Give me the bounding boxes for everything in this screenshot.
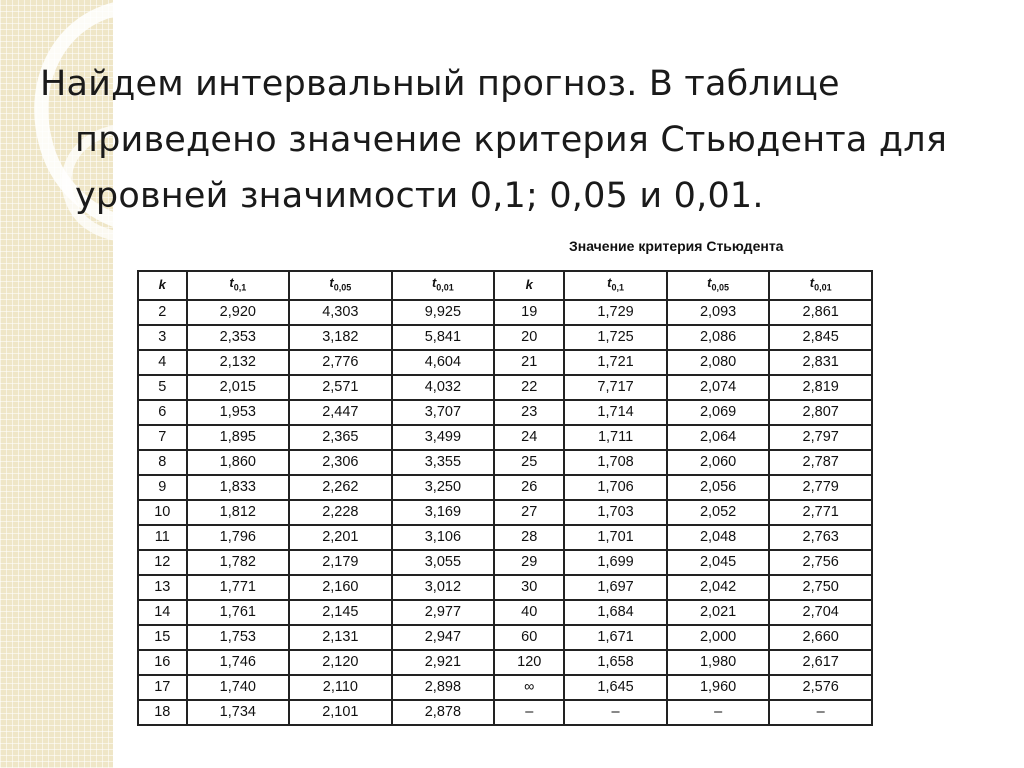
table-cell: 5 [138, 375, 187, 400]
table-row [138, 400, 872, 425]
table-cell: 2,756 [769, 550, 872, 575]
table-cell: 28 [494, 525, 564, 550]
table-cell: 2,101 [289, 700, 392, 725]
table-cell: – [494, 700, 564, 725]
column-header-subscript: 0,05 [711, 282, 730, 293]
table-cell: 18 [138, 700, 187, 725]
table-cell: 17 [138, 675, 187, 700]
table-cell: 2,353 [187, 325, 290, 350]
table-cell: 2,861 [769, 300, 872, 325]
table-cell: 2,015 [187, 375, 290, 400]
table-cell: 15 [138, 625, 187, 650]
table-cell: 2,110 [289, 675, 392, 700]
column-header-subscript: 0,01 [436, 282, 454, 293]
table-cell: 1,703 [564, 500, 667, 525]
table-cell: 2,878 [392, 700, 495, 725]
column-header-subscript: 0,1 [233, 282, 247, 293]
table-cell: 24 [494, 425, 564, 450]
table-cell: 10 [138, 500, 187, 525]
table-cell: 3,250 [392, 475, 495, 500]
table-cell: – [564, 700, 667, 725]
table-cell: 19 [494, 300, 564, 325]
table-cell: 30 [494, 575, 564, 600]
table-cell: 2,145 [289, 600, 392, 625]
table-row [138, 475, 872, 500]
table-cell: 5,841 [392, 325, 495, 350]
table-cell: 13 [138, 575, 187, 600]
table-cell: 3,169 [392, 500, 495, 525]
slide-text-line-1: Найдем интервальный прогноз. В таблице [40, 64, 840, 104]
table-cell: 25 [494, 450, 564, 475]
table-cell: 2,750 [769, 575, 872, 600]
table-cell: 2,771 [769, 500, 872, 525]
table-cell: 2,447 [289, 400, 392, 425]
table-cell: 2 [138, 300, 187, 325]
table-row [138, 575, 872, 600]
table-cell: 3,182 [289, 325, 392, 350]
table-cell: 2,807 [769, 400, 872, 425]
table-cell: 1,960 [667, 675, 770, 700]
table-row [138, 625, 872, 650]
table-body [138, 300, 872, 725]
table-cell: 1,699 [564, 550, 667, 575]
table-cell: 12 [138, 550, 187, 575]
table-cell: 2,977 [392, 600, 495, 625]
table-cell: ∞ [494, 675, 564, 700]
table-cell: 2,048 [667, 525, 770, 550]
table-cell: 2,064 [667, 425, 770, 450]
table-cell: 2,571 [289, 375, 392, 400]
table-cell: 1,697 [564, 575, 667, 600]
table-cell: 1,953 [187, 400, 290, 425]
table-cell: 1,746 [187, 650, 290, 675]
column-header [187, 271, 290, 300]
table-cell: 1,658 [564, 650, 667, 675]
table-row [138, 350, 872, 375]
table-cell: 2,052 [667, 500, 770, 525]
table-cell: 1,721 [564, 350, 667, 375]
table-cell: 2,845 [769, 325, 872, 350]
table-cell: 2,080 [667, 350, 770, 375]
column-header [392, 271, 495, 300]
table-cell: 120 [494, 650, 564, 675]
table-cell: 3,012 [392, 575, 495, 600]
table-cell: 1,734 [187, 700, 290, 725]
table-cell: 1,729 [564, 300, 667, 325]
table-cell: 4,303 [289, 300, 392, 325]
slide-text-line-3: уровней значимости 0,1; 0,05 и 0,01. [75, 176, 764, 216]
table-title: Значение критерия Стьюдента [569, 238, 784, 254]
table-cell: 2,921 [392, 650, 495, 675]
table-cell: 2,120 [289, 650, 392, 675]
table-cell: 2,093 [667, 300, 770, 325]
table-cell: 4,032 [392, 375, 495, 400]
column-header [769, 271, 872, 300]
table-row [138, 425, 872, 450]
table-cell: 2,179 [289, 550, 392, 575]
table-cell: 4,604 [392, 350, 495, 375]
table-cell: 23 [494, 400, 564, 425]
table-cell: 2,660 [769, 625, 872, 650]
table-cell: 2,228 [289, 500, 392, 525]
table-row [138, 550, 872, 575]
table-cell: 2,201 [289, 525, 392, 550]
table-cell: 1,812 [187, 500, 290, 525]
table-cell: 2,797 [769, 425, 872, 450]
table-cell: 2,947 [392, 625, 495, 650]
table-cell: 2,617 [769, 650, 872, 675]
table-cell: 2,576 [769, 675, 872, 700]
table-cell: 1,753 [187, 625, 290, 650]
table-row [138, 525, 872, 550]
table-cell: 1,740 [187, 675, 290, 700]
table-cell: 1,711 [564, 425, 667, 450]
table-cell: 22 [494, 375, 564, 400]
table-cell: 2,831 [769, 350, 872, 375]
table-row [138, 325, 872, 350]
table-cell: 1,833 [187, 475, 290, 500]
table-row [138, 450, 872, 475]
table-cell: 3 [138, 325, 187, 350]
table-row [138, 300, 872, 325]
table-cell: 2,132 [187, 350, 290, 375]
column-header-subscript: 0,05 [333, 282, 352, 293]
column-header-main: t [607, 275, 612, 290]
table-cell: 2,306 [289, 450, 392, 475]
table-cell: 9 [138, 475, 187, 500]
column-header [667, 271, 770, 300]
table-row [138, 375, 872, 400]
table-cell: – [667, 700, 770, 725]
column-header-main: k [525, 277, 533, 293]
table-cell: 1,761 [187, 600, 290, 625]
table-cell: 2,704 [769, 600, 872, 625]
table-cell: 1,645 [564, 675, 667, 700]
slide-body-text [40, 56, 1000, 224]
table-cell: 1,771 [187, 575, 290, 600]
table-cell: 1,725 [564, 325, 667, 350]
table-row [138, 600, 872, 625]
table-cell: 2,074 [667, 375, 770, 400]
table-cell: 9,925 [392, 300, 495, 325]
table-cell: 3,106 [392, 525, 495, 550]
table-cell: 1,706 [564, 475, 667, 500]
table-cell: 6 [138, 400, 187, 425]
table-cell: – [769, 700, 872, 725]
table-cell: 2,898 [392, 675, 495, 700]
column-header [289, 271, 392, 300]
table-cell: 2,042 [667, 575, 770, 600]
table-cell: 1,860 [187, 450, 290, 475]
table-cell: 1,796 [187, 525, 290, 550]
table-header-row [138, 271, 872, 300]
table-cell: 40 [494, 600, 564, 625]
table-row [138, 500, 872, 525]
table-cell: 3,355 [392, 450, 495, 475]
table-cell: 60 [494, 625, 564, 650]
table-cell: 3,707 [392, 400, 495, 425]
column-header-main: t [229, 275, 234, 290]
table-cell: 1,714 [564, 400, 667, 425]
table-cell: 3,499 [392, 425, 495, 450]
table-cell: 2,060 [667, 450, 770, 475]
table-cell: 2,365 [289, 425, 392, 450]
table-cell: 2,086 [667, 325, 770, 350]
slide-text-line-2: приведено значение критерия Стьюдента для [75, 120, 948, 160]
table-cell: 1,701 [564, 525, 667, 550]
table-row [138, 675, 872, 700]
table-cell: 1,980 [667, 650, 770, 675]
column-header-main: t [329, 275, 334, 290]
table-cell: 2,131 [289, 625, 392, 650]
column-header-main: k [158, 277, 166, 293]
table-cell: 7,717 [564, 375, 667, 400]
column-header-main: t [431, 275, 437, 290]
table-cell: 2,920 [187, 300, 290, 325]
table-cell: 2,069 [667, 400, 770, 425]
column-header [564, 271, 667, 300]
table-cell: 7 [138, 425, 187, 450]
table-cell: 2,000 [667, 625, 770, 650]
column-header-main: t [809, 275, 815, 290]
table-cell: 2,787 [769, 450, 872, 475]
table-cell: 4 [138, 350, 187, 375]
table-cell: 20 [494, 325, 564, 350]
table-cell: 2,819 [769, 375, 872, 400]
table-cell: 27 [494, 500, 564, 525]
column-header-subscript: 0,1 [611, 282, 624, 293]
student-criterion-table [137, 270, 873, 726]
table-cell: 14 [138, 600, 187, 625]
table-cell: 1,782 [187, 550, 290, 575]
column-header-subscript: 0,01 [814, 282, 832, 293]
table-cell: 8 [138, 450, 187, 475]
table-cell: 3,055 [392, 550, 495, 575]
table-cell: 2,776 [289, 350, 392, 375]
table-cell: 2,021 [667, 600, 770, 625]
table-cell: 2,045 [667, 550, 770, 575]
table-row [138, 700, 872, 725]
table-cell: 1,671 [564, 625, 667, 650]
column-header [138, 271, 187, 300]
table-cell: 21 [494, 350, 564, 375]
table-cell: 1,895 [187, 425, 290, 450]
table-cell: 1,684 [564, 600, 667, 625]
table-cell: 26 [494, 475, 564, 500]
table-cell: 2,160 [289, 575, 392, 600]
table-cell: 2,056 [667, 475, 770, 500]
table-cell: 16 [138, 650, 187, 675]
table-cell: 2,763 [769, 525, 872, 550]
table-row [138, 650, 872, 675]
column-header [494, 271, 564, 300]
table-cell: 2,262 [289, 475, 392, 500]
column-header-main: t [707, 275, 712, 290]
table-cell: 2,779 [769, 475, 872, 500]
table-cell: 11 [138, 525, 187, 550]
table-cell: 29 [494, 550, 564, 575]
table-cell: 1,708 [564, 450, 667, 475]
